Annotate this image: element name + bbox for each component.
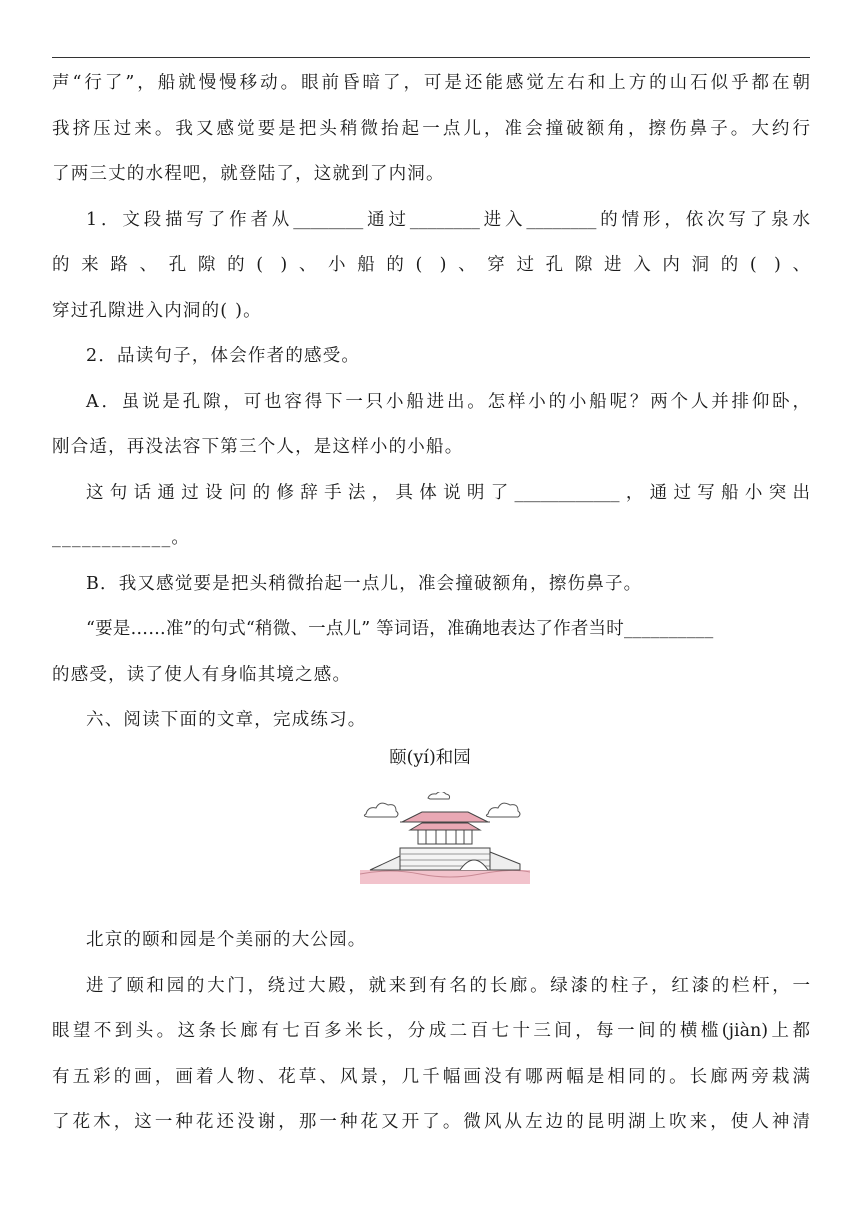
text-line: 声“行了”，船就慢慢移动。眼前昏暗了，可是还能感觉左右和上方的山石似乎都在朝 [52, 73, 810, 93]
text-line: 了两三丈的水程吧，就登陆了，这就到了内洞。 [52, 164, 445, 184]
question-1: 1．文段描写了作者从________通过________进入________的情形，依次写了泉水 [86, 210, 810, 230]
section-6-heading: 六、阅读下面的文章，完成练习。 [86, 710, 367, 730]
text-line: 我挤压过来。我又感觉要是把头稍微抬起一点儿，准会撞破额角，擦伤鼻子。大约行 [52, 119, 810, 139]
question-1-line: 的来路、孔隙的( )、小船的( )、穿过孔隙进入内洞的( )、 [52, 255, 810, 275]
article-title: 颐(yí)和园 [389, 748, 471, 768]
question-2b-answer: “要是……准”的句式“稍微、一点儿” 等词语，准确地表达了作者当时__________ [86, 619, 714, 639]
header-rule [52, 57, 810, 58]
question-2a-answer: 这句话通过设问的修辞手法，具体说明了____________，通过写船小突出 [86, 483, 810, 503]
question-2b-answer-line: 的感受，读了使人有身临其境之感。 [52, 665, 352, 685]
article-paragraph-1: 北京的颐和园是个美丽的大公园。 [86, 930, 367, 950]
question-2a: A．虽说是孔隙，可也容得下一只小船进出。怎样小的小船呢？两个人并排仰卧， [86, 392, 810, 412]
article-paragraph-2: 进了颐和园的大门，绕过大殿，就来到有名的长廊。绿漆的柱子，红漆的栏杆，一 [86, 976, 810, 996]
question-2a-answer-line: ____________。 [52, 528, 191, 548]
question-2: 2．品读句子，体会作者的感受。 [86, 346, 361, 366]
question-2b: B．我又感觉要是把头稍微抬起一点儿，准会撞破额角，擦伤鼻子。 [86, 574, 643, 594]
question-1-line: 穿过孔隙进入内洞的( )。 [52, 301, 262, 321]
article-paragraph-2-line: 有五彩的画，画着人物、花草、风景，几千幅画没有哪两幅是相同的。长廊两旁栽满 [52, 1067, 810, 1087]
article-paragraph-2-line: 了花木，这一种花还没谢，那一种花又开了。微风从左边的昆明湖上吹来，使人神清 [52, 1112, 810, 1132]
question-2a-line: 刚合适，再没法容下第三个人，是这样小的小船。 [52, 437, 464, 457]
summer-palace-illustration [360, 792, 530, 884]
article-paragraph-2-line: 眼望不到头。这条长廊有七百多米长，分成二百七十三间，每一间的横槛(jiàn)上都 [52, 1021, 810, 1041]
